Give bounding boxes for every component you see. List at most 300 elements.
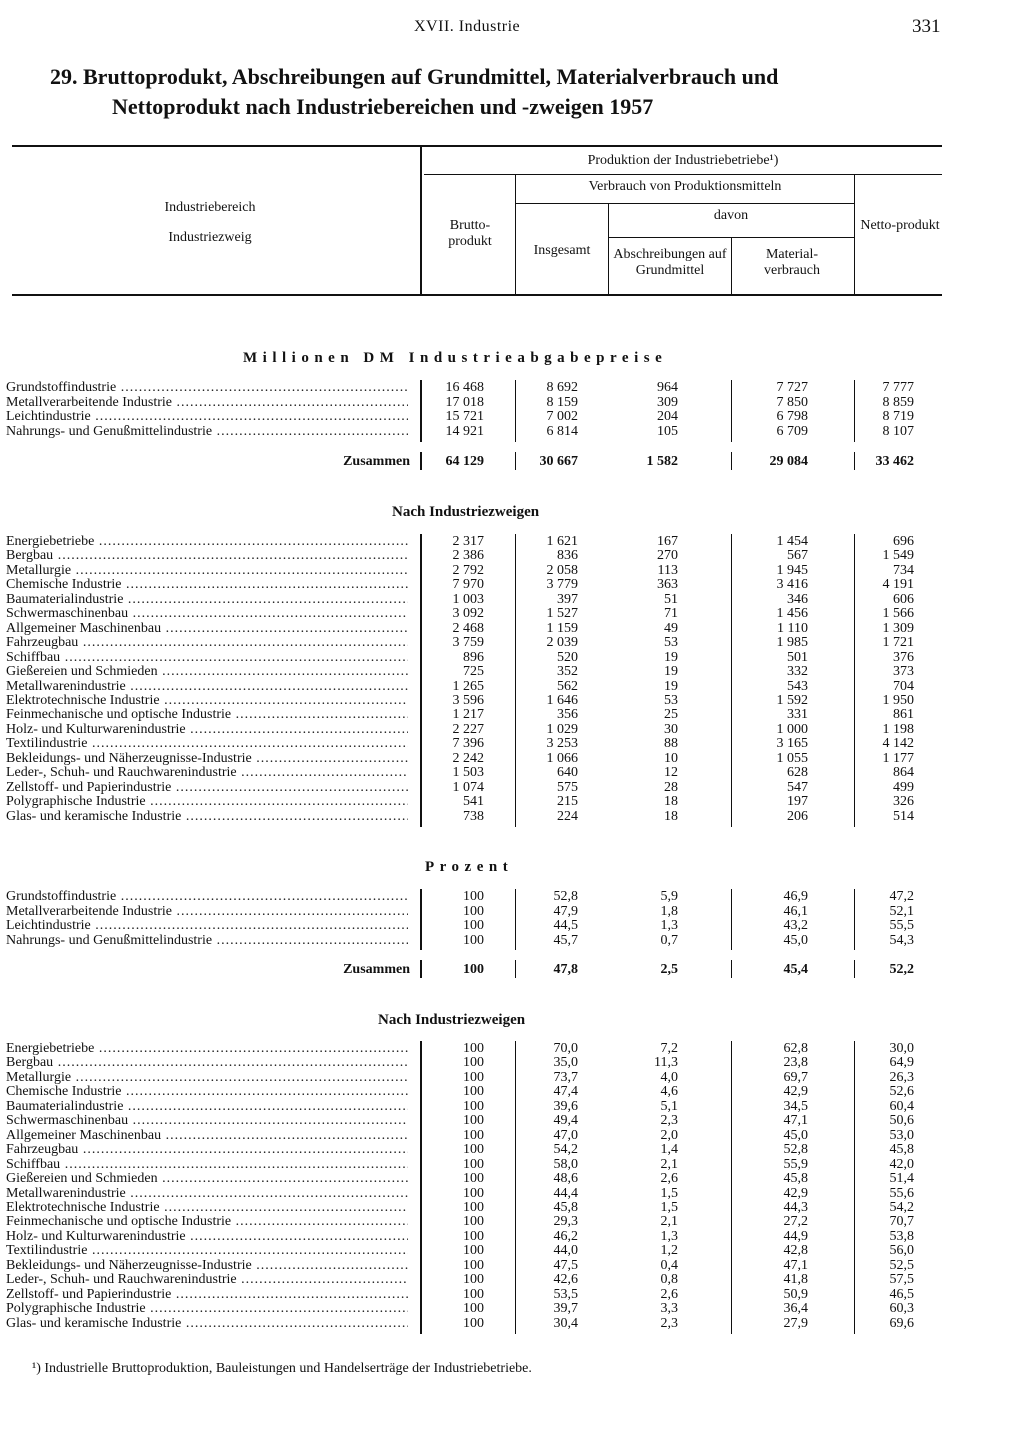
row-label: Chemische Industrie ..... — [6, 578, 408, 593]
cell-materialverbrauch: 36,4 — [783, 1301, 808, 1317]
cell-abschreibungen: 53 — [664, 692, 678, 708]
row-label: Textilindustrie ..... — [6, 737, 408, 752]
column-separator — [854, 534, 855, 827]
section-heading-zweige-dm: Nach Industriezweigen — [392, 504, 540, 520]
cell-abschreibungen: 12 — [664, 765, 678, 781]
header-nettoprodukt: Netto-produkt — [860, 218, 940, 233]
table-row — [0, 593, 1024, 608]
cell-bruttoprodukt: 2 468 — [452, 620, 484, 636]
cell-materialverbrauch: 547 — [787, 779, 808, 795]
cell-abschreibungen: 0,8 — [660, 1272, 678, 1288]
cell-abschreibungen: 30 — [664, 721, 678, 737]
cell-materialverbrauch: 1 945 — [776, 562, 808, 578]
column-separator — [731, 889, 732, 950]
cell-materialverbrauch: 46,9 — [783, 889, 808, 904]
table-row — [0, 781, 1024, 796]
header-industriezweig: Industriezweig — [168, 230, 252, 245]
cell-insgesamt: 53,5 — [553, 1286, 578, 1302]
cell-insgesamt: 47,0 — [553, 1127, 578, 1143]
table-row — [0, 737, 1024, 752]
cell-materialverbrauch: 1 985 — [776, 635, 808, 651]
table-row — [0, 607, 1024, 622]
total-label: Zusammen — [343, 963, 410, 977]
column-separator — [515, 534, 516, 827]
cell-abschreibungen: 0,4 — [660, 1257, 678, 1273]
table-row — [0, 795, 1024, 810]
table-row — [0, 381, 1024, 396]
cell-abschreibungen: 964 — [657, 380, 678, 395]
cell-bruttoprodukt: 7 396 — [452, 736, 484, 752]
column-separator — [854, 889, 855, 950]
table-row — [0, 708, 1024, 723]
cell-nettoprodukt: 50,6 — [889, 1113, 914, 1129]
cell-bruttoprodukt: 16 468 — [445, 380, 484, 395]
cell-materialverbrauch: 197 — [787, 794, 808, 810]
column-separator — [515, 960, 516, 978]
cell-insgesamt: 58,0 — [553, 1156, 578, 1172]
cell-materialverbrauch: 1 592 — [776, 692, 808, 708]
cell-bruttoprodukt: 1 074 — [452, 779, 484, 795]
cell-insgesamt: 70,0 — [553, 1041, 578, 1056]
cell-insgesamt: 1 029 — [546, 721, 578, 737]
column-separator — [420, 534, 422, 827]
footnote: ¹) Industrielle Bruttoproduktion, Bauleistungen und Handelserträge der Industriebetriebe. — [32, 1361, 532, 1376]
cell-insgesamt: 42,6 — [553, 1272, 578, 1288]
cell-insgesamt: 352 — [557, 664, 578, 680]
cell-insgesamt: 1 066 — [546, 750, 578, 766]
row-label: Elektrotechnische Industrie ..... — [6, 694, 408, 709]
table-row — [0, 665, 1024, 680]
cell-abschreibungen: 51 — [664, 591, 678, 607]
table-row — [0, 1071, 1024, 1086]
cell-nettoprodukt: 30,0 — [889, 1041, 914, 1056]
cell-insgesamt: 397 — [557, 591, 578, 607]
cell-nettoprodukt: 60,4 — [889, 1098, 914, 1114]
cell-abschreibungen: 1,2 — [660, 1243, 678, 1259]
cell-materialverbrauch: 34,5 — [783, 1098, 808, 1114]
cell-insgesamt: 3 779 — [546, 577, 578, 593]
cell-insgesamt: 3 253 — [546, 736, 578, 752]
title-line-1: 29. Bruttoprodukt, Abschreibungen auf Grundmittel, Materialverbrauch und — [50, 64, 779, 89]
header-davon: davon — [713, 208, 749, 223]
row-label: Metallwarenindustrie ..... — [6, 680, 408, 695]
cell-materialverbrauch: 27,2 — [783, 1214, 808, 1230]
cell-nettoprodukt: 704 — [893, 678, 914, 694]
column-separator — [515, 380, 516, 442]
running-header: XVII. Industrie — [414, 18, 521, 35]
table-row — [0, 680, 1024, 695]
cell-insgesamt: 2 058 — [546, 562, 578, 578]
cell-bruttoprodukt: 100 — [463, 932, 484, 948]
cell-bruttoprodukt: 2 386 — [452, 548, 484, 564]
table-row — [0, 549, 1024, 564]
column-separator — [515, 1041, 516, 1334]
row-label: Schwermaschinenbau ..... — [6, 607, 408, 622]
cell-bruttoprodukt: 100 — [463, 1069, 484, 1085]
cell-materialverbrauch: 45,8 — [783, 1171, 808, 1187]
row-label: Fahrzeugbau ..... — [6, 1143, 408, 1158]
header-vrule-stub — [420, 145, 422, 295]
cell-materialverbrauch: 1 456 — [776, 606, 808, 622]
cell-insgesamt: 49,4 — [553, 1113, 578, 1129]
header-industriebereich: Industriebereich — [164, 200, 256, 215]
cell-abschreibungen: 1,5 — [660, 1185, 678, 1201]
cell-nettoprodukt: 57,5 — [889, 1272, 914, 1288]
cell-nettoprodukt: 514 — [893, 808, 914, 824]
cell-abschreibungen: 2,5 — [660, 962, 678, 977]
cell-bruttoprodukt: 100 — [463, 1228, 484, 1244]
row-label: Glas- und keramische Industrie ..... — [6, 810, 408, 825]
cell-nettoprodukt: 51,4 — [889, 1171, 914, 1187]
cell-nettoprodukt: 861 — [893, 707, 914, 723]
row-label: Feinmechanische und optische Industrie ..... — [6, 1215, 408, 1230]
column-separator — [731, 452, 732, 470]
cell-abschreibungen: 7,2 — [660, 1041, 678, 1056]
cell-bruttoprodukt: 1 003 — [452, 591, 484, 607]
cell-abschreibungen: 18 — [664, 808, 678, 824]
cell-bruttoprodukt: 17 018 — [445, 394, 484, 410]
cell-bruttoprodukt: 100 — [463, 1199, 484, 1215]
cell-bruttoprodukt: 100 — [463, 1084, 484, 1100]
column-separator — [731, 1041, 732, 1334]
cell-abschreibungen: 19 — [664, 664, 678, 680]
row-label: Metallurgie ..... — [6, 1071, 408, 1086]
cell-insgesamt: 47,8 — [553, 962, 578, 977]
row-label: Textilindustrie ..... — [6, 1244, 408, 1259]
total-row — [0, 963, 1024, 978]
header-top-rule — [12, 145, 942, 147]
cell-materialverbrauch: 501 — [787, 649, 808, 665]
cell-insgesamt: 48,6 — [553, 1171, 578, 1187]
row-label: Metallurgie ..... — [6, 564, 408, 579]
table-title — [50, 62, 950, 122]
table-row — [0, 890, 1024, 905]
cell-nettoprodukt: 1 309 — [882, 620, 914, 636]
cell-nettoprodukt: 326 — [893, 794, 914, 810]
table-row — [0, 1273, 1024, 1288]
column-separator — [854, 1041, 855, 1334]
table-row — [0, 1143, 1024, 1158]
row-label: Grundstoffindustrie ..... — [6, 381, 408, 396]
cell-nettoprodukt: 373 — [893, 664, 914, 680]
cell-nettoprodukt: 64,9 — [889, 1055, 914, 1071]
cell-nettoprodukt: 42,0 — [889, 1156, 914, 1172]
cell-insgesamt: 52,8 — [553, 889, 578, 904]
cell-insgesamt: 30,4 — [553, 1315, 578, 1331]
table-row — [0, 622, 1024, 637]
cell-materialverbrauch: 7 727 — [776, 380, 808, 395]
cell-insgesamt: 2 039 — [546, 635, 578, 651]
column-separator — [854, 960, 855, 978]
cell-nettoprodukt: 734 — [893, 562, 914, 578]
cell-abschreibungen: 113 — [657, 562, 678, 578]
row-label: Fahrzeugbau ..... — [6, 636, 408, 651]
cell-nettoprodukt: 1 566 — [882, 606, 914, 622]
cell-abschreibungen: 1,3 — [660, 918, 678, 933]
cell-nettoprodukt: 376 — [893, 649, 914, 665]
cell-abschreibungen: 1 582 — [646, 454, 678, 469]
cell-materialverbrauch: 42,8 — [783, 1243, 808, 1259]
cell-insgesamt: 575 — [557, 779, 578, 795]
table-row — [0, 1230, 1024, 1245]
cell-insgesamt: 1 646 — [546, 692, 578, 708]
table-row — [0, 1201, 1024, 1216]
cell-materialverbrauch: 43,2 — [783, 918, 808, 933]
cell-nettoprodukt: 696 — [893, 534, 914, 549]
cell-nettoprodukt: 33 462 — [875, 454, 914, 469]
table-row — [0, 1042, 1024, 1057]
cell-materialverbrauch: 42,9 — [783, 1084, 808, 1100]
cell-insgesamt: 44,0 — [553, 1243, 578, 1259]
cell-materialverbrauch: 331 — [787, 707, 808, 723]
cell-nettoprodukt: 1 950 — [882, 692, 914, 708]
row-label: Allgemeiner Maschinenbau ..... — [6, 622, 408, 637]
row-label: Bergbau ..... — [6, 549, 408, 564]
cell-nettoprodukt: 46,5 — [889, 1286, 914, 1302]
cell-bruttoprodukt: 100 — [463, 918, 484, 933]
cell-materialverbrauch: 50,9 — [783, 1286, 808, 1302]
cell-materialverbrauch: 1 000 — [776, 721, 808, 737]
cell-nettoprodukt: 52,1 — [889, 903, 914, 919]
cell-bruttoprodukt: 100 — [463, 1185, 484, 1201]
cell-bruttoprodukt: 100 — [463, 1098, 484, 1114]
table-row — [0, 905, 1024, 920]
row-label: Holz- und Kulturwarenindustrie ..... — [6, 723, 408, 738]
cell-abschreibungen: 2,6 — [660, 1171, 678, 1187]
cell-nettoprodukt: 26,3 — [889, 1069, 914, 1085]
cell-abschreibungen: 309 — [657, 394, 678, 410]
header-bottom-rule — [12, 294, 942, 296]
column-separator — [420, 960, 422, 978]
cell-materialverbrauch: 3 165 — [776, 736, 808, 752]
cell-insgesamt: 1 159 — [546, 620, 578, 636]
cell-bruttoprodukt: 2 792 — [452, 562, 484, 578]
section-heading-zweige-prozent: Nach Industriezweigen — [378, 1012, 526, 1028]
cell-bruttoprodukt: 100 — [463, 889, 484, 904]
cell-materialverbrauch: 628 — [787, 765, 808, 781]
row-label: Zellstoff- und Papierindustrie ..... — [6, 1288, 408, 1303]
cell-abschreibungen: 2,1 — [660, 1214, 678, 1230]
cell-insgesamt: 356 — [557, 707, 578, 723]
cell-bruttoprodukt: 100 — [463, 1156, 484, 1172]
cell-bruttoprodukt: 100 — [463, 1214, 484, 1230]
cell-insgesamt: 44,5 — [553, 918, 578, 933]
table-row — [0, 919, 1024, 934]
table-row — [0, 1302, 1024, 1317]
table-row — [0, 578, 1024, 593]
cell-materialverbrauch: 55,9 — [783, 1156, 808, 1172]
table-row — [0, 1056, 1024, 1071]
cell-insgesamt: 1 621 — [546, 534, 578, 549]
cell-abschreibungen: 204 — [657, 409, 678, 424]
cell-abschreibungen: 1,8 — [660, 903, 678, 919]
cell-abschreibungen: 2,1 — [660, 1156, 678, 1172]
cell-materialverbrauch: 7 850 — [776, 394, 808, 410]
table-row — [0, 1100, 1024, 1115]
cell-bruttoprodukt: 1 217 — [452, 707, 484, 723]
column-separator — [515, 452, 516, 470]
cell-materialverbrauch: 45,4 — [783, 962, 808, 977]
cell-nettoprodukt: 47,2 — [889, 889, 914, 904]
table-row — [0, 1085, 1024, 1100]
cell-insgesamt: 224 — [557, 808, 578, 824]
row-label: Allgemeiner Maschinenbau ..... — [6, 1129, 408, 1144]
table-row — [0, 1129, 1024, 1144]
cell-materialverbrauch: 42,9 — [783, 1185, 808, 1201]
table-row — [0, 1244, 1024, 1259]
cell-nettoprodukt: 4 142 — [882, 736, 914, 752]
cell-bruttoprodukt: 100 — [463, 1142, 484, 1158]
row-label: Nahrungs- und Genußmittelindustrie ..... — [6, 934, 408, 949]
cell-materialverbrauch: 3 416 — [776, 577, 808, 593]
cell-nettoprodukt: 8 859 — [882, 394, 914, 410]
cell-materialverbrauch: 47,1 — [783, 1257, 808, 1273]
cell-abschreibungen: 0,7 — [660, 932, 678, 948]
cell-bruttoprodukt: 100 — [463, 1301, 484, 1317]
cell-insgesamt: 45,8 — [553, 1199, 578, 1215]
cell-nettoprodukt: 864 — [893, 765, 914, 781]
cell-nettoprodukt: 4 191 — [882, 577, 914, 593]
cell-bruttoprodukt: 100 — [463, 1243, 484, 1259]
cell-nettoprodukt: 52,2 — [889, 962, 914, 977]
column-separator — [515, 889, 516, 950]
cell-insgesamt: 47,9 — [553, 903, 578, 919]
cell-bruttoprodukt: 100 — [463, 1127, 484, 1143]
cell-abschreibungen: 28 — [664, 779, 678, 795]
row-label: Glas- und keramische Industrie ..... — [6, 1317, 408, 1332]
cell-bruttoprodukt: 541 — [463, 794, 484, 810]
cell-abschreibungen: 270 — [657, 548, 678, 564]
cell-bruttoprodukt: 100 — [463, 1257, 484, 1273]
total-label: Zusammen — [343, 455, 410, 469]
cell-bruttoprodukt: 3 596 — [452, 692, 484, 708]
cell-abschreibungen: 5,9 — [660, 889, 678, 904]
cell-bruttoprodukt: 738 — [463, 808, 484, 824]
cell-abschreibungen: 25 — [664, 707, 678, 723]
row-label: Elektrotechnische Industrie ..... — [6, 1201, 408, 1216]
cell-nettoprodukt: 7 777 — [882, 380, 914, 395]
cell-abschreibungen: 4,6 — [660, 1084, 678, 1100]
cell-insgesamt: 8 692 — [546, 380, 578, 395]
cell-nettoprodukt: 53,8 — [889, 1228, 914, 1244]
cell-bruttoprodukt: 896 — [463, 649, 484, 665]
cell-bruttoprodukt: 7 970 — [452, 577, 484, 593]
header-abschreibungen: Abschreibungen auf Grundmittel — [613, 247, 727, 278]
row-label: Energiebetriebe ..... — [6, 535, 408, 550]
row-label: Polygraphische Industrie ..... — [6, 795, 408, 810]
cell-materialverbrauch: 44,3 — [783, 1199, 808, 1215]
row-label: Schiffbau ..... — [6, 1158, 408, 1173]
header-produktion: Produktion der Industriebetriebe¹) — [587, 153, 779, 168]
table-row — [0, 1317, 1024, 1332]
row-label: Zellstoff- und Papierindustrie ..... — [6, 781, 408, 796]
cell-insgesamt: 6 814 — [546, 423, 578, 439]
row-label: Metallverarbeitende Industrie ..... — [6, 905, 408, 920]
cell-materialverbrauch: 1 055 — [776, 750, 808, 766]
cell-abschreibungen: 53 — [664, 635, 678, 651]
table-row — [0, 723, 1024, 738]
cell-insgesamt: 215 — [557, 794, 578, 810]
cell-nettoprodukt: 52,6 — [889, 1084, 914, 1100]
header-insgesamt: Insgesamt — [533, 243, 591, 258]
row-label: Holz- und Kulturwarenindustrie ..... — [6, 1230, 408, 1245]
cell-abschreibungen: 167 — [657, 534, 678, 549]
cell-insgesamt: 44,4 — [553, 1185, 578, 1201]
cell-bruttoprodukt: 100 — [463, 903, 484, 919]
cell-abschreibungen: 5,1 — [660, 1098, 678, 1114]
row-label: Baumaterialindustrie ..... — [6, 1100, 408, 1115]
cell-abschreibungen: 10 — [664, 750, 678, 766]
cell-materialverbrauch: 41,8 — [783, 1272, 808, 1288]
cell-insgesamt: 29,3 — [553, 1214, 578, 1230]
cell-insgesamt: 45,7 — [553, 932, 578, 948]
header-vrule-abschreibungen — [731, 237, 732, 294]
table-row — [0, 752, 1024, 767]
table-row — [0, 1215, 1024, 1230]
cell-bruttoprodukt: 64 129 — [445, 454, 484, 469]
cell-nettoprodukt: 52,5 — [889, 1257, 914, 1273]
table-row — [0, 1114, 1024, 1129]
cell-abschreibungen: 363 — [657, 577, 678, 593]
cell-materialverbrauch: 29 084 — [769, 454, 808, 469]
cell-nettoprodukt: 1 198 — [882, 721, 914, 737]
cell-materialverbrauch: 45,0 — [783, 1127, 808, 1143]
cell-bruttoprodukt: 2 227 — [452, 721, 484, 737]
cell-materialverbrauch: 44,9 — [783, 1228, 808, 1244]
column-separator — [420, 452, 422, 470]
table-row — [0, 810, 1024, 825]
cell-abschreibungen: 1,4 — [660, 1142, 678, 1158]
total-row — [0, 455, 1024, 470]
cell-insgesamt: 7 002 — [546, 409, 578, 424]
cell-nettoprodukt: 56,0 — [889, 1243, 914, 1259]
cell-nettoprodukt: 54,2 — [889, 1199, 914, 1215]
column-separator — [854, 380, 855, 442]
row-label: Feinmechanische und optische Industrie ..... — [6, 708, 408, 723]
row-label: Leder-, Schuh- und Rauchwarenindustrie ..... — [6, 766, 408, 781]
cell-abschreibungen: 49 — [664, 620, 678, 636]
cell-insgesamt: 1 527 — [546, 606, 578, 622]
table-row — [0, 410, 1024, 425]
header-materialverbrauch: Material-verbrauch — [764, 247, 820, 278]
row-label: Bekleidungs- und Näherzeugnisse-Industrie ..... — [6, 752, 408, 767]
cell-materialverbrauch: 6 709 — [776, 423, 808, 439]
cell-bruttoprodukt: 100 — [463, 1171, 484, 1187]
cell-abschreibungen: 19 — [664, 678, 678, 694]
column-separator — [731, 960, 732, 978]
table-row — [0, 766, 1024, 781]
cell-insgesamt: 46,2 — [553, 1228, 578, 1244]
column-separator — [731, 534, 732, 827]
cell-abschreibungen: 88 — [664, 736, 678, 752]
header-verbrauch: Verbrauch von Produktionsmitteln — [588, 179, 782, 194]
cell-insgesamt: 35,0 — [553, 1055, 578, 1071]
table-row — [0, 651, 1024, 666]
cell-materialverbrauch: 567 — [787, 548, 808, 564]
cell-insgesamt: 39,6 — [553, 1098, 578, 1114]
cell-insgesamt: 562 — [557, 678, 578, 694]
cell-bruttoprodukt: 3 759 — [452, 635, 484, 651]
cell-insgesamt: 8 159 — [546, 394, 578, 410]
cell-bruttoprodukt: 3 092 — [452, 606, 484, 622]
cell-nettoprodukt: 70,7 — [889, 1214, 914, 1230]
row-label: Metallwarenindustrie ..... — [6, 1187, 408, 1202]
cell-materialverbrauch: 27,9 — [783, 1315, 808, 1331]
cell-abschreibungen: 4,0 — [660, 1069, 678, 1085]
row-label: Bekleidungs- und Näherzeugnisse-Industrie ..... — [6, 1259, 408, 1274]
row-label: Schwermaschinenbau ..... — [6, 1114, 408, 1129]
cell-materialverbrauch: 23,8 — [783, 1055, 808, 1071]
